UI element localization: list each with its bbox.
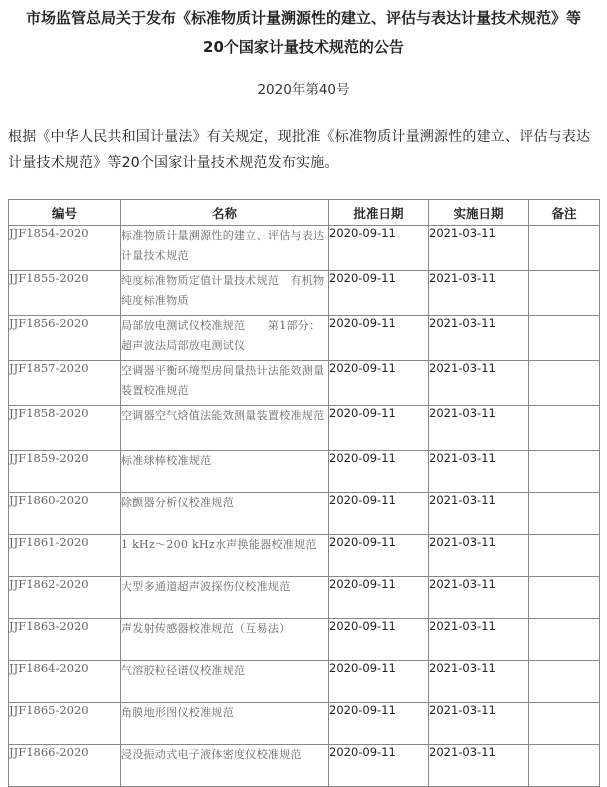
row-implement-date: 2021-03-11 [429, 661, 529, 703]
row-implement-date: 2021-03-11 [429, 406, 529, 451]
row-code: JJF1865-2020 [9, 703, 121, 745]
table-row [9, 361, 600, 406]
row-note [529, 661, 600, 703]
table-row [9, 535, 600, 577]
table-row [9, 703, 600, 745]
row-note [529, 361, 600, 406]
row-approve-date: 2020-09-11 [329, 745, 429, 787]
row-name: 空调器平衡环境型房间量热计法能效测量装置校准规范 [121, 361, 329, 406]
row-approve-date: 2020-09-11 [329, 535, 429, 577]
header-approve-date: 批准日期 [329, 200, 429, 226]
row-note [529, 451, 600, 493]
row-note [529, 619, 600, 661]
row-approve-date: 2020-09-11 [329, 406, 429, 451]
row-name: 除颤器分析仪校准规范 [121, 493, 329, 535]
table-row [9, 226, 600, 271]
row-approve-date: 2020-09-11 [329, 493, 429, 535]
table-row [9, 493, 600, 535]
table-row [9, 745, 600, 787]
table-row [9, 577, 600, 619]
row-approve-date: 2020-09-11 [329, 703, 429, 745]
table-row [9, 406, 600, 451]
row-code: JJF1864-2020 [9, 661, 121, 703]
row-implement-date: 2021-03-11 [429, 493, 529, 535]
row-approve-date: 2020-09-11 [329, 226, 429, 271]
table-row [9, 316, 600, 361]
announcement-title [0, 4, 607, 62]
row-approve-date: 2020-09-11 [329, 361, 429, 406]
row-code: JJF1855-2020 [9, 271, 121, 316]
row-note [529, 226, 600, 271]
row-name: 角膜地形图仪校准规范 [121, 703, 329, 745]
row-name: 声发射传感器校准规范（互易法） [121, 619, 329, 661]
row-code: JJF1857-2020 [9, 361, 121, 406]
row-name: 空调器空气焓值法能效测量装置校准规范 [121, 406, 329, 451]
row-implement-date: 2021-03-11 [429, 271, 529, 316]
row-note [529, 493, 600, 535]
row-name: 标准球棒校准规范 [121, 451, 329, 493]
row-note [529, 406, 600, 451]
row-note [529, 316, 600, 361]
title-line-2: 20个国家计量技术规范的公告 [203, 38, 404, 56]
row-approve-date: 2020-09-11 [329, 451, 429, 493]
row-name: 大型多通道超声波探伤仪校准规范 [121, 577, 329, 619]
announcement-paragraph: 根据《中华人民共和国计量法》有关规定，现批准《标准物质计量溯源性的建立、评估与表达计量技术规范》等20个国家计量技术规范发布实施。 [8, 129, 591, 171]
row-implement-date: 2021-03-11 [429, 703, 529, 745]
table-row [9, 661, 600, 703]
document-number: 2020年第40号 [257, 82, 350, 98]
row-code: JJF1862-2020 [9, 577, 121, 619]
header-implement-date: 实施日期 [429, 200, 529, 226]
row-code: JJF1861-2020 [9, 535, 121, 577]
table-row [9, 271, 600, 316]
row-implement-date: 2021-03-11 [429, 316, 529, 361]
row-approve-date: 2020-09-11 [329, 316, 429, 361]
specification-table [8, 199, 600, 787]
row-implement-date: 2021-03-11 [429, 577, 529, 619]
row-implement-date: 2021-03-11 [429, 535, 529, 577]
row-code: JJF1859-2020 [9, 451, 121, 493]
row-code: JJF1860-2020 [9, 493, 121, 535]
header-note: 备注 [529, 200, 600, 226]
header-name: 名称 [121, 200, 329, 226]
row-implement-date: 2021-03-11 [429, 226, 529, 271]
table-row [9, 451, 600, 493]
title-line-1: 市场监管总局关于发布《标准物质计量溯源性的建立、评估与表达计量技术规范》等 [25, 9, 581, 27]
table-row [9, 619, 600, 661]
row-note [529, 535, 600, 577]
row-approve-date: 2020-09-11 [329, 661, 429, 703]
row-approve-date: 2020-09-11 [329, 619, 429, 661]
row-implement-date: 2021-03-11 [429, 361, 529, 406]
row-code: JJF1866-2020 [9, 745, 121, 787]
row-code: JJF1856-2020 [9, 316, 121, 361]
row-code: JJF1858-2020 [9, 406, 121, 451]
table-header-row [9, 200, 600, 226]
row-note [529, 745, 600, 787]
row-name: 纯度标准物质定值计量技术规范 有机物纯度标准物质 [121, 271, 329, 316]
row-code: JJF1863-2020 [9, 619, 121, 661]
row-note [529, 703, 600, 745]
row-name: 浸没振动式电子液体密度仪校准规范 [121, 745, 329, 787]
row-approve-date: 2020-09-11 [329, 577, 429, 619]
row-name: 1 kHz～200 kHz水声换能器校准规范 [121, 535, 329, 577]
row-name: 气溶胶粒径谱仪校准规范 [121, 661, 329, 703]
row-implement-date: 2021-03-11 [429, 619, 529, 661]
row-name: 标准物质计量溯源性的建立、评估与表达计量技术规范 [121, 226, 329, 271]
row-note [529, 577, 600, 619]
row-code: JJF1854-2020 [9, 226, 121, 271]
row-name: 局部放电测试仪校准规范 第1部分：超声波法局部放电测试仪 [121, 316, 329, 361]
row-implement-date: 2021-03-11 [429, 451, 529, 493]
header-code: 编号 [9, 200, 121, 226]
row-implement-date: 2021-03-11 [429, 745, 529, 787]
row-approve-date: 2020-09-11 [329, 271, 429, 316]
row-note [529, 271, 600, 316]
